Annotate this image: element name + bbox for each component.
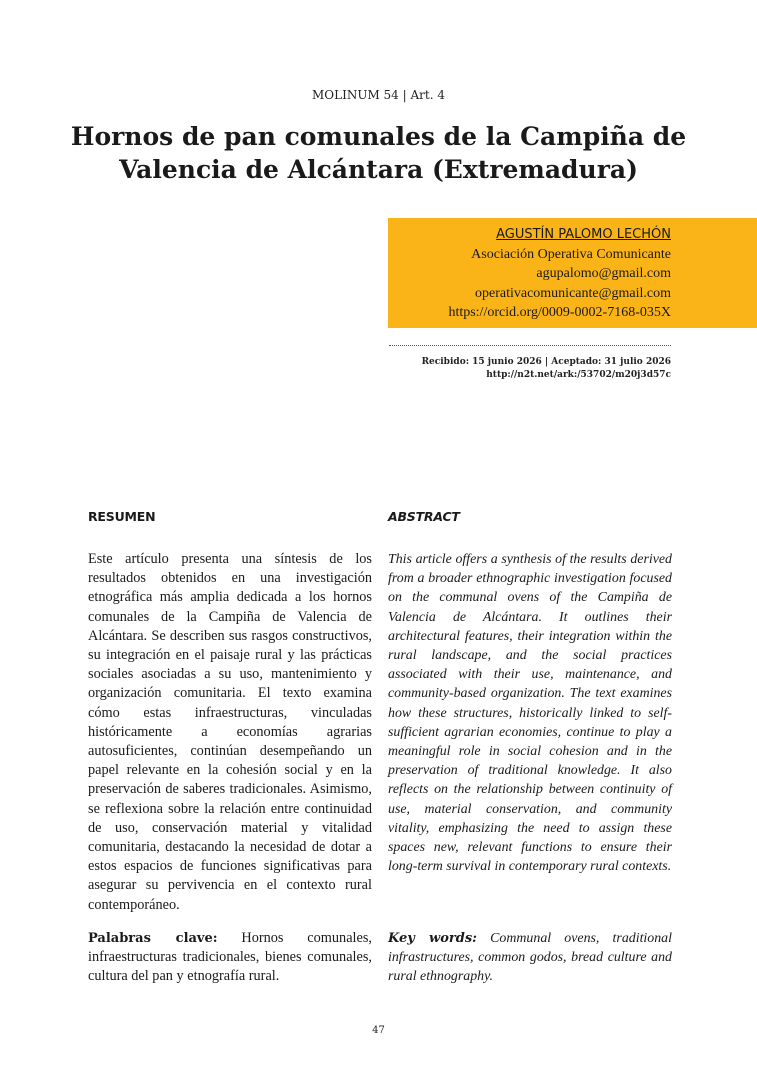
key-words (388, 929, 672, 987)
author-email-1[interactable]: agupalomo@gmail.com (536, 266, 671, 281)
author-info-box (388, 218, 757, 328)
abstract-text: This article offers a synthesis of the results derived from a broader ethnographic investigation focused on the communal ovens of the Campiña de Valencia de Alcántara. It outlines their architectural features, their integration within the rural landscape, and the social practices associated with their use, maintenance, and community-based organization. The text examines how these structures, historically linked to self-sufficient agrarian economies, continue to play a meaningful role in social cohesion and in the preservation of traditional knowledge. It also reflects on the relationship between continuity of use, material conservation, and community vitality, emphasizing the need to assign these spaces new, relevant functions to ensure their long-term survival in contemporary rural contexts. (388, 552, 672, 875)
ark-identifier-link[interactable]: http://n2t.net/ark:/53702/m20j3d57c (486, 370, 671, 380)
author-name: AGUSTÍN PALOMO LECHÓN (496, 227, 671, 242)
submission-dates (389, 356, 671, 382)
received-accepted-dates: Recibido: 15 junio 2026 | Aceptado: 31 julio 2026 (421, 357, 671, 367)
key-words-text: Communal ovens, traditional infrastructures, common godos, bread culture and rural ethnography. (388, 931, 672, 985)
dotted-divider (389, 345, 671, 346)
resumen-heading: RESUMEN (88, 509, 156, 524)
journal-header: MOLINUM 54 | Art. 4 (312, 88, 445, 102)
author-orcid-link[interactable]: https://orcid.org/0009-0002-7168-035X (448, 305, 671, 320)
title-line-1: Hornos de pan comunales de la Campiña de (70, 122, 687, 151)
author-affiliation: Asociación Operativa Comunicante (471, 246, 671, 262)
page-number: 47 (372, 1025, 385, 1036)
resumen-text: Este artículo presenta una síntesis de los resultados obtenidos en una investigación etnográfica más amplia dedicada a los hornos comunales de la Campiña de Valencia de Alcántara. Se describen sus rasgos constructivos, su integración en el paisaje rural y las prácticas sociales asociadas a su uso, mantenimiento y organización comunitaria. El texto examina cómo estas infraestructuras, vinculadas históricamente a economías agrarias autosuficientes, continúan desempeñando un papel relevante en la cohesión social y en la preservación de saberes tradicionales. Asimismo, se reflexiona sobre la relación entre continuidad de uso, conservación material y vitalidad comunitaria, destacando la necesidad de dotar a estos espacios de funciones significativas para asegurar su pervivencia en el contexto rural contemporáneo. (88, 551, 372, 913)
abstract-column (388, 509, 672, 985)
key-words-label: Key words: (388, 931, 477, 946)
article-title (60, 120, 697, 186)
abstract-heading: ABSTRACT (388, 509, 460, 524)
palabras-clave-label: Palabras clave: (88, 931, 218, 946)
palabras-clave-text: Hornos comunales, infraestructuras tradicionales, bienes comunales, cultura del pan y etnografía rural. (88, 930, 372, 985)
resumen-column (88, 509, 372, 985)
author-email-2[interactable]: operativacomunicante@gmail.com (475, 285, 671, 301)
title-line-2: Valencia de Alcántara (Extremadura) (119, 155, 638, 184)
palabras-clave (88, 929, 372, 987)
